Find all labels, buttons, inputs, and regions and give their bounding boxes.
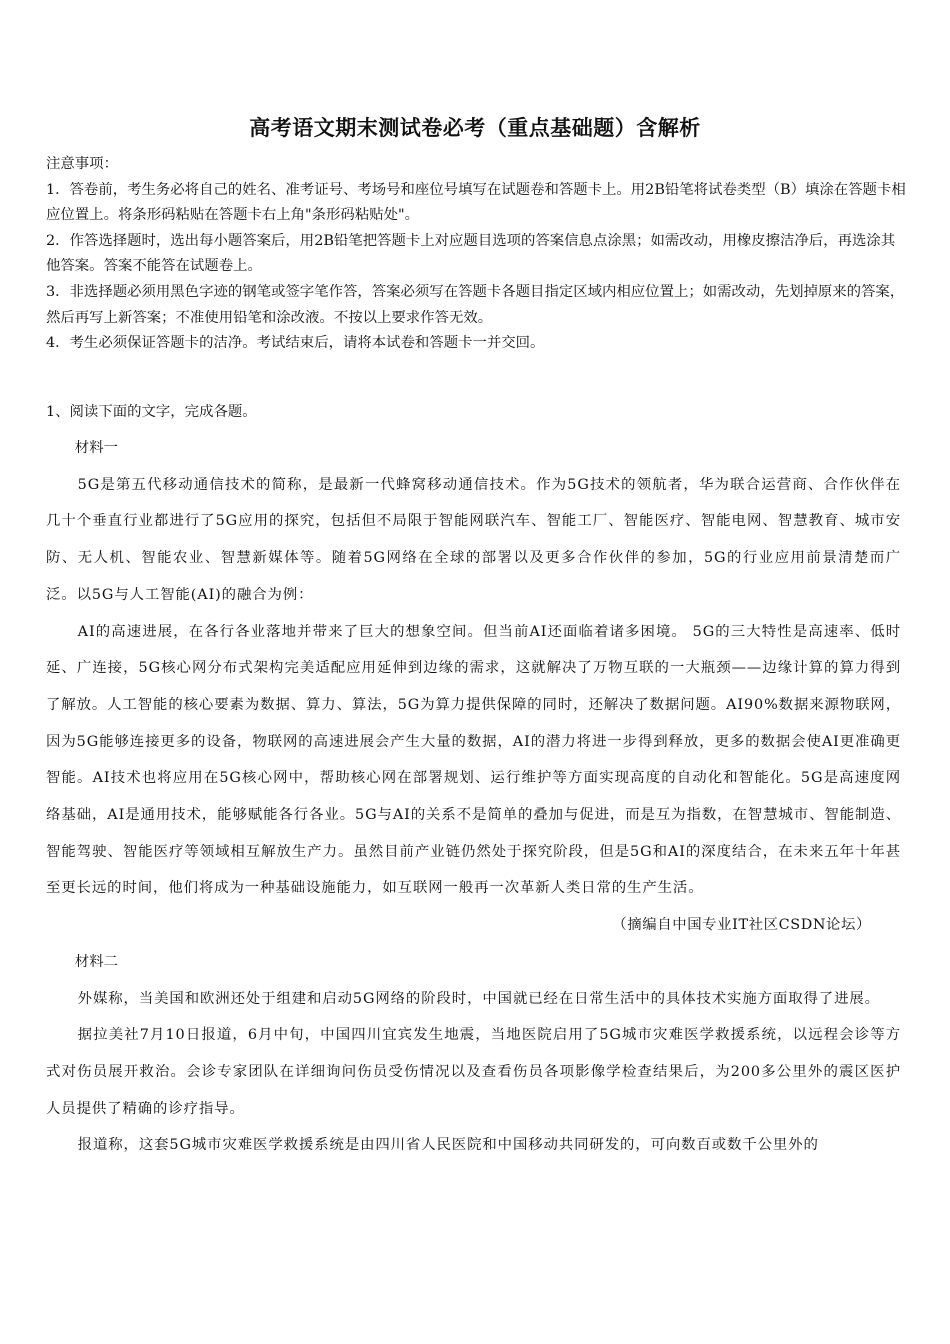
notice-item-3: 3．非选择题必须用黑色字迹的钢笔或签字笔作答，答案必须写在答题卡各题目指定区域内相应位置上；如需改动，先划掉原来的答案，然后再写上新答案；不准使用铅笔和涂改液。不按以上要求作答无效。 [46, 283, 905, 326]
question-heading: 1、阅读下面的文字，完成各题。 [46, 404, 257, 420]
notice-item-4: 4．考生必须保证答题卡的洁净。考试结束后，请将本试卷和答题卡一并交回。 [46, 335, 545, 352]
material-two-paragraph-2: 据拉美社7月10日报道，6月中旬，中国四川宜宾发生地震，当地医院启用了5G城市灾难医学救援系统，以远程会诊等方式对伤员展开救治。会诊专家团队在详细询问伤员受伤情况以及查看伤员各项影像学检查结果后，为200多公里外的震区医护人员提供了精确的诊疗指导。 [46, 1027, 901, 1117]
material-one-source: （摘编自中国专业IT社区CSDN论坛） [612, 917, 871, 934]
material-two-label: 材料二 [74, 953, 118, 970]
material-two-paragraph-3: 报道称，这套5G城市灾难医学救援系统是由四川省人民医院和中国移动共同研发的，可向数百或数千公里外的 [77, 1137, 819, 1154]
notice-item-1: 1．答卷前，考生务必将自己的姓名、准考证号、考场号和座位号填写在试题卷和答题卡上。用2B铅笔将试卷类型（B）填涂在答题卡相应位置上。将条形码粘贴在答题卡右上角"条形码粘贴处"。 [46, 181, 906, 224]
material-one-paragraph-2: AI的高速进展，在各行各业落地并带来了巨大的想象空间。但当前AI还面临着诸多困境。 5G的三大特性是高速率、低时延、广连接，5G核心网分布式架构完美适配应用延伸到边缘的需求，这就解决了万物互联的一大瓶颈——边缘计算的算力得到了解放。人工智能的核心要素为数据、算力、算法，5G为算力提供保障的同时，还解决了数据问题。AI90%数据来源物联网，因为5G能够连接更多的设备，物联网的高速进展会产生大量的数据，AI的潜力将进一步得到释放，更多的数据会使AI更准确更智能。AI技术也将应用在5G核心网中，帮助核心网在部署规划、运行维护等方面实现高度的自动化和智能化。5G是高速度网络基础，AI是通用技术，能够赋能各行各业。5G与AI的关系不是简单的叠加与促进，而是互为指数，在智慧城市、智能制造、智能驾驶、智能医疗等领域相互解放生产力。虽然目前产业链仍然处于探究阶段，但是5G和AI的深度结合，在未来五年十年甚至更长远的时间，他们将成为一种基础设施能力，如互联网一般再一次革新人类日常的生产生活。 [46, 623, 901, 897]
page-title: 高考语文期末测试卷必考（重点基础题）含解析 [249, 116, 701, 140]
material-two-paragraph-1: 外媒称，当美国和欧洲还处于组建和启动5G网络的阶段时，中国就已经在日常生活中的具体技术实施方面取得了进展。 [77, 990, 880, 1007]
notice-item-2: 2．作答选择题时，选出每小题答案后，用2B铅笔把答题卡上对应题目选项的答案信息点涂黑；如需改动，用橡皮擦洁净后，再选涂其他答案。答案不能答在试题卷上。 [46, 232, 896, 275]
notice-heading: 注意事项： [46, 156, 118, 172]
question-section [46, 398, 901, 1164]
notice-section [46, 152, 908, 357]
material-one-label: 材料一 [74, 440, 118, 456]
material-one-paragraph-1: 5G是第五代移动通信技术的简称，是最新一代蜂窝移动通信技术。作为5G技术的领航者，华为联合运营商、合作伙伴在几十个垂直行业都进行了5G应用的探究，包括但不局限于智能网联汽车、智能工厂、智能医疗、智能电网、智慧教育、城市安防、无人机、智能农业、智慧新媒体等。随着5G网络在全球的部署以及更多合作伙伴的参加，5G的行业应用前景清楚而广泛。以5G与人工智能(AI)的融合为例： [46, 476, 901, 603]
